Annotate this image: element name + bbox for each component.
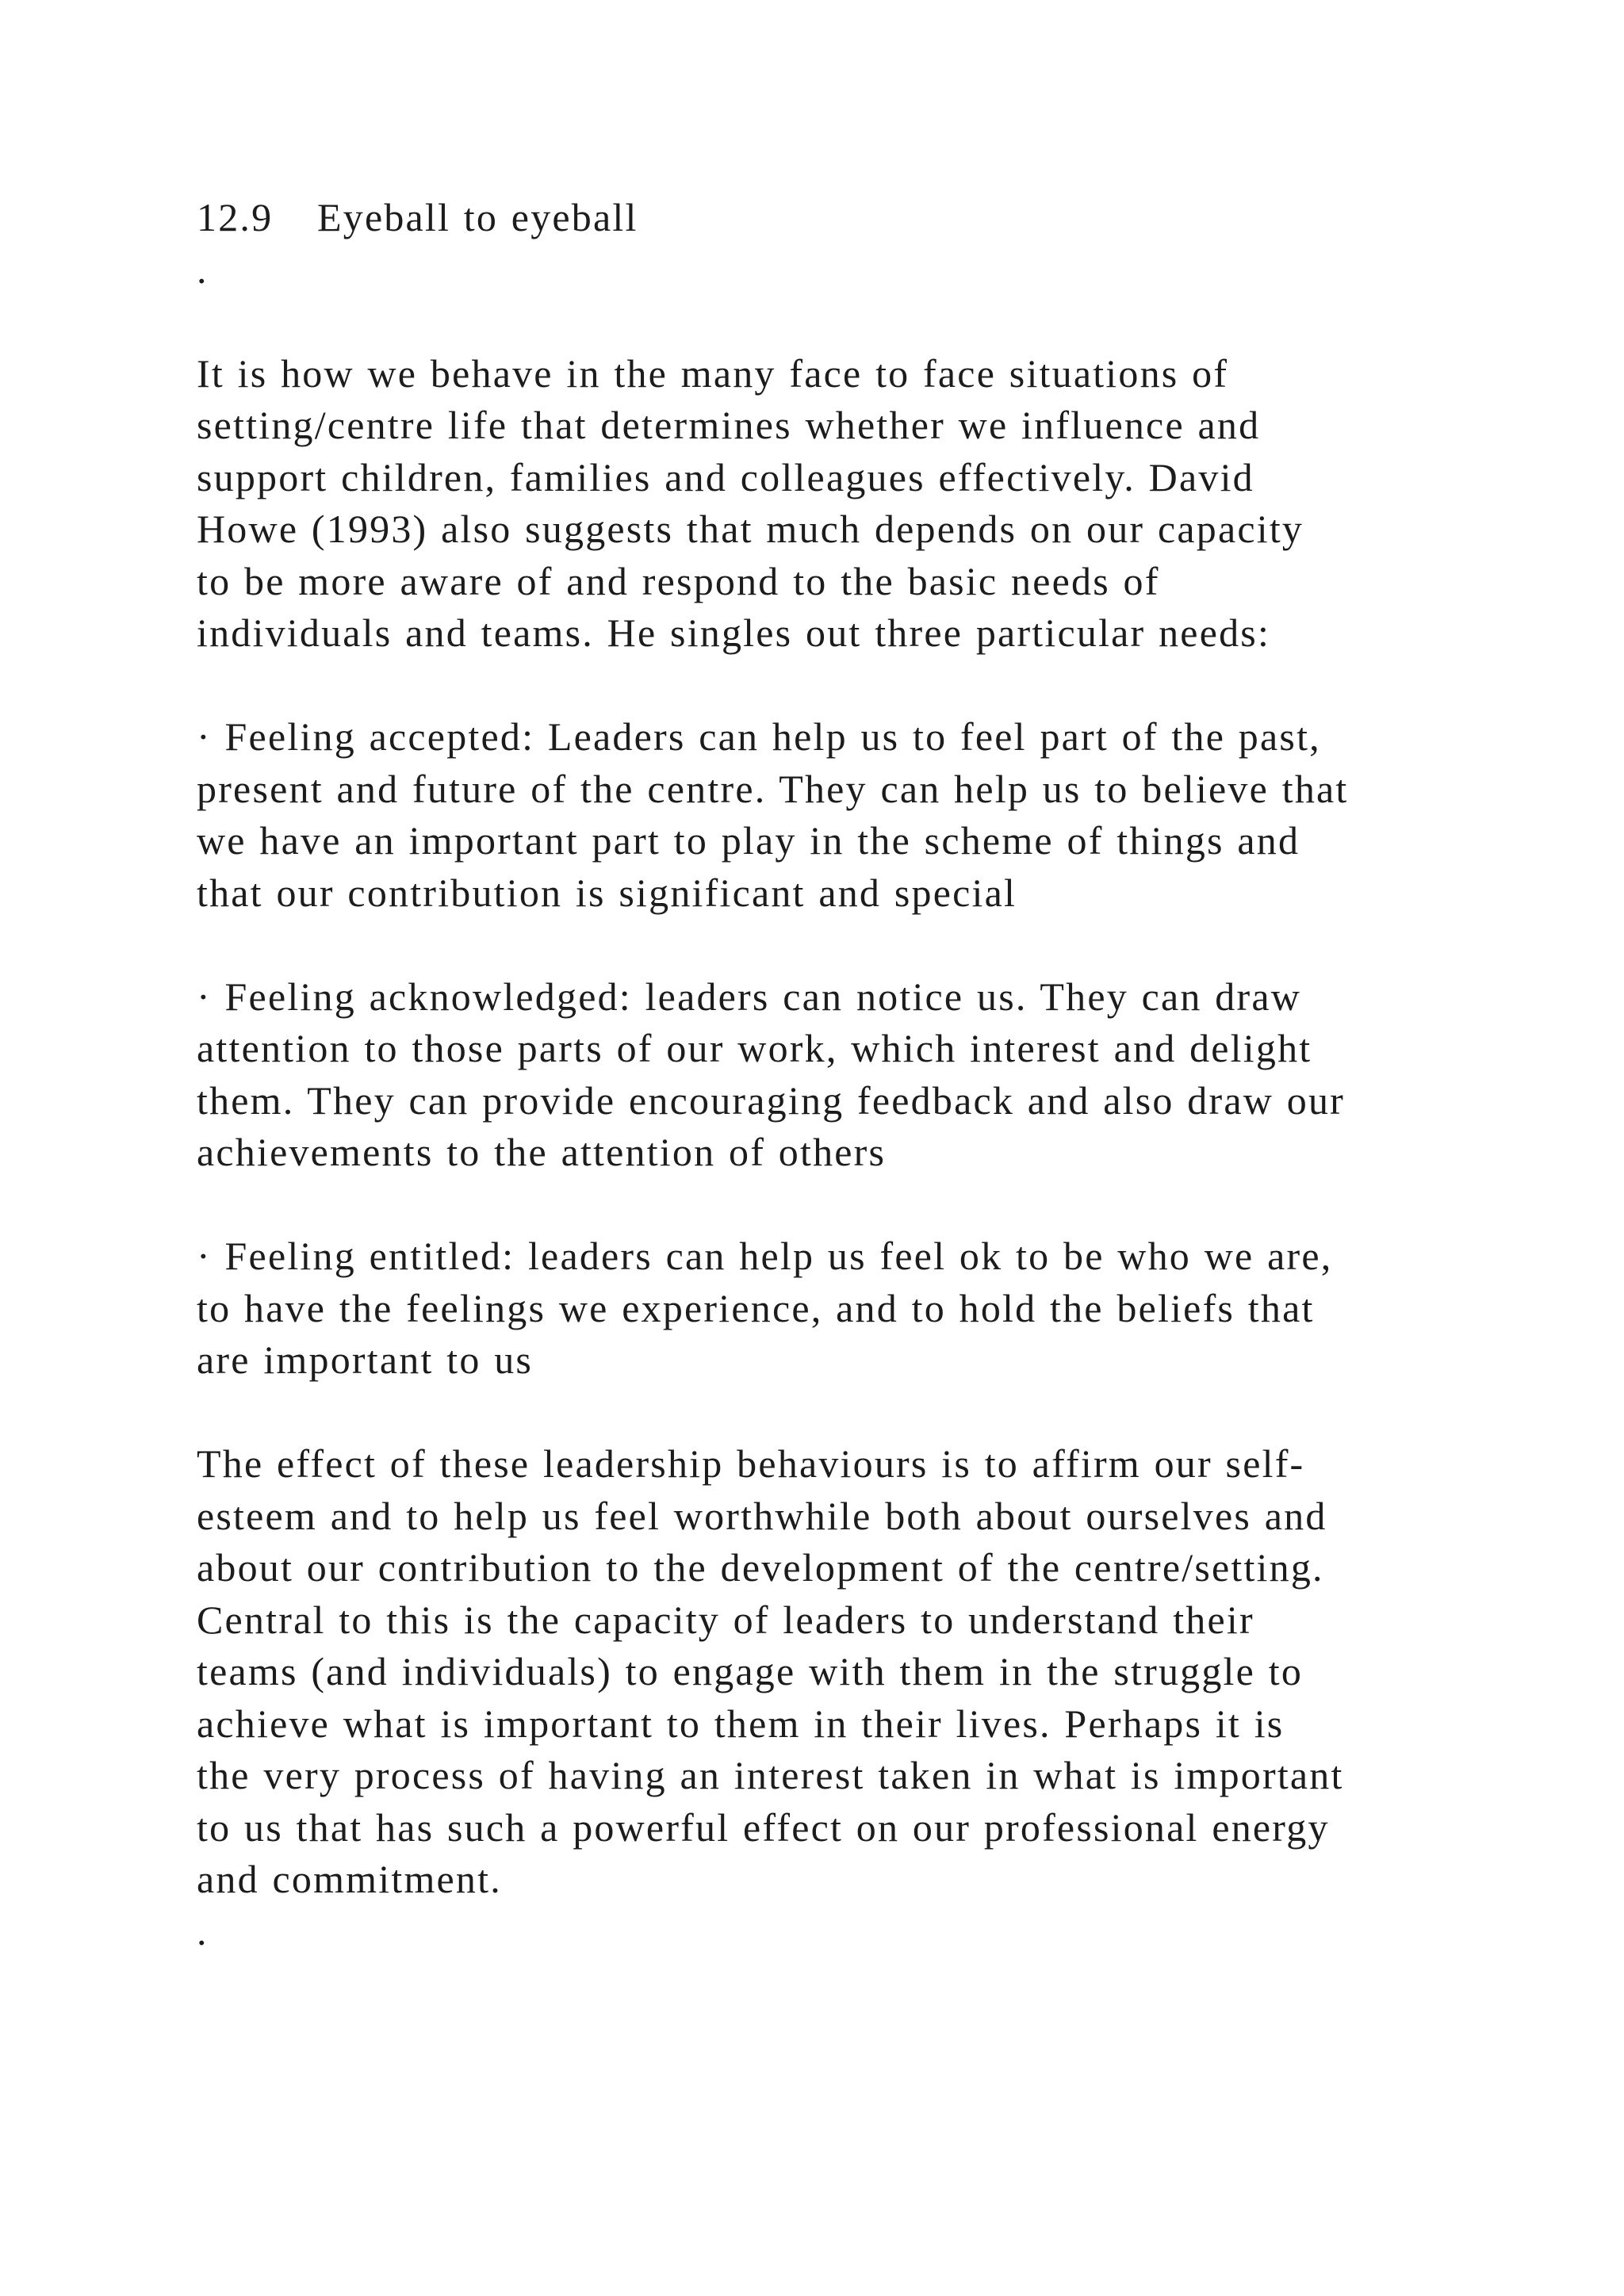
section-number: 12.9: [197, 195, 274, 239]
spacer: [197, 919, 1481, 971]
paragraph-line: The effect of these leadership behaviours is to affirm our self-: [197, 1441, 1305, 1486]
paragraph-line: to us that has such a powerful effect on our professional energy: [197, 1804, 1330, 1850]
paragraph-line: attention to those parts of our work, which interest and delight: [197, 1026, 1312, 1070]
closing-paragraph: [197, 1438, 1481, 1906]
section-heading: [197, 192, 1481, 244]
paragraph-line: that our contribution is significant and special: [197, 870, 1017, 915]
bullet-feeling-accepted: [197, 711, 1481, 919]
paragraph-line: It is how we behave in the many face to face situations of: [197, 350, 1229, 396]
end-marker: .: [197, 1908, 209, 1954]
paragraph-line: individuals and teams. He singles out three particular needs:: [197, 610, 1271, 655]
document-body: [197, 192, 1481, 1957]
paragraph-line: the very process of having an interest taken in what is important: [197, 1753, 1344, 1797]
paragraph-line: them. They can provide encouraging feedback and also draw our: [197, 1077, 1346, 1123]
paragraph-line: esteem and to help us feel worthwhile both about ourselves and: [197, 1493, 1327, 1538]
paragraph-line: teams (and individuals) to engage with them in the struggle to: [197, 1649, 1304, 1693]
paragraph-line: to have the feelings we experience, and to hold the beliefs that: [197, 1285, 1315, 1330]
paragraph-line: Howe (1993) also suggests that much depends on our capacity: [197, 507, 1304, 551]
section-marker: .: [197, 247, 209, 292]
paragraph-line: we have an important part to play in the scheme of things and: [197, 818, 1300, 863]
paragraph-line: and commitment.: [197, 1857, 502, 1901]
intro-paragraph: [197, 348, 1481, 660]
spacer: [197, 296, 1481, 348]
spacer: [197, 660, 1481, 712]
paragraph-line: achievements to the attention of others: [197, 1130, 887, 1174]
paragraph-line: support children, families and colleagues effectively. David: [197, 454, 1254, 499]
section-title: Eyeball to eyeball: [317, 195, 638, 239]
paragraph-line: · Feeling accepted: Leaders can help us to feel part of the past,: [197, 714, 1321, 759]
paragraph-line: are important to us: [197, 1337, 534, 1382]
spacer: [197, 1387, 1481, 1439]
paragraph-line: setting/centre life that determines whether we influence and: [197, 403, 1261, 447]
paragraph-line: Central to this is the capacity of leaders to understand their: [197, 1597, 1254, 1642]
paragraph-line: to be more aware of and respond to the basic needs of: [197, 558, 1160, 603]
paragraph-line: present and future of the centre. They can help us to believe that: [197, 766, 1349, 811]
bullet-feeling-acknowledged: [197, 971, 1481, 1179]
paragraph-line: about our contribution to the development of the centre/setting.: [197, 1545, 1324, 1590]
paragraph-line: achieve what is important to them in their lives. Perhaps it is: [197, 1701, 1285, 1746]
paragraph-line: · Feeling entitled: leaders can help us feel ok to be who we are,: [197, 1234, 1333, 1278]
bullet-feeling-entitled: [197, 1230, 1481, 1387]
spacer: [197, 1179, 1481, 1231]
paragraph-line: · Feeling acknowledged: leaders can notice us. They can draw: [197, 974, 1302, 1019]
